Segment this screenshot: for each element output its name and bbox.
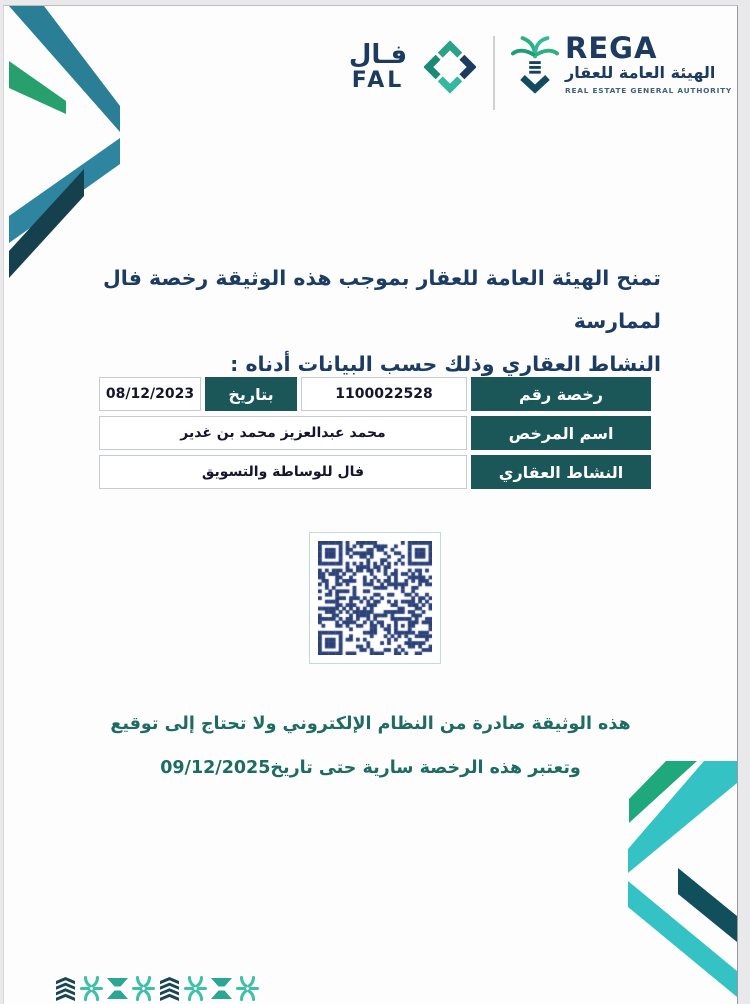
- bottom-motif-row-decoration: [54, 975, 259, 1002]
- license-number-label: رخصة رقم: [471, 377, 651, 411]
- logo-divider: [493, 36, 495, 110]
- grant-statement-line2: النشاط العقاري وذلك حسب البيانات أدناه :: [230, 352, 661, 377]
- fal-logo-arabic: فـال: [348, 40, 408, 70]
- fal-logo-latin: FAL: [351, 68, 405, 94]
- table-row-activity: [99, 455, 651, 489]
- license-table: [99, 377, 651, 494]
- rega-logo-arabic: الهيئة العامة للعقار: [565, 63, 716, 82]
- bowtie-motif-icon: [106, 975, 129, 1002]
- qr-code-frame: [309, 532, 441, 664]
- certificate-page: [3, 5, 738, 1004]
- validity-statement-line1: هذه الوثيقة صادرة من النظام الإلكتروني ولا تحتاج إلى توقيع: [110, 714, 631, 734]
- validity-statement-line2: وتعتبر هذه الرخصة سارية حتى تاريخ09/12/2025: [160, 757, 581, 778]
- grant-statement-line1: تمنح الهيئة العامة للعقار بموجب هذه الوثيقة رخصة فال لممارسة: [103, 266, 661, 334]
- activity-value: فال للوساطة والتسويق: [99, 455, 467, 489]
- corner-chevrons-bottom-right-decoration: [600, 761, 737, 1004]
- licensee-name-value: محمد عبدالعزيز محمد بن غدير: [99, 416, 467, 450]
- activity-label: النشاط العقاري: [471, 455, 651, 489]
- fal-diamond-icon: [424, 40, 476, 94]
- table-row-licensee-name: [99, 416, 651, 450]
- stacked-chevrons-motif-icon: [54, 975, 77, 1002]
- license-date-value: 08/12/2023: [99, 377, 201, 411]
- palm-burst-motif-icon: [184, 975, 207, 1002]
- license-date-label: بتاريخ: [205, 377, 297, 411]
- rega-logo-english-caption: REAL ESTATE GENERAL AUTHORITY: [565, 85, 733, 95]
- validity-statement: [4, 703, 737, 791]
- bowtie-motif-icon: [210, 975, 233, 1002]
- rega-logo: [510, 31, 733, 96]
- license-number-value: 1100022528: [301, 377, 467, 411]
- licensee-name-label: اسم المرخص: [471, 416, 651, 450]
- stacked-chevrons-motif-icon: [158, 975, 181, 1002]
- palm-burst-motif-icon: [80, 975, 103, 1002]
- table-row-license-number: [99, 377, 651, 411]
- rega-logo-latin: REGA: [565, 31, 658, 65]
- qr-code: [318, 541, 432, 655]
- grant-statement: [86, 257, 661, 386]
- palm-burst-motif-icon: [132, 975, 155, 1002]
- palm-burst-motif-icon: [236, 975, 259, 1002]
- corner-chevrons-top-left-decoration: [4, 6, 126, 288]
- rega-palm-icon: [510, 34, 560, 96]
- fal-logo: [337, 42, 419, 92]
